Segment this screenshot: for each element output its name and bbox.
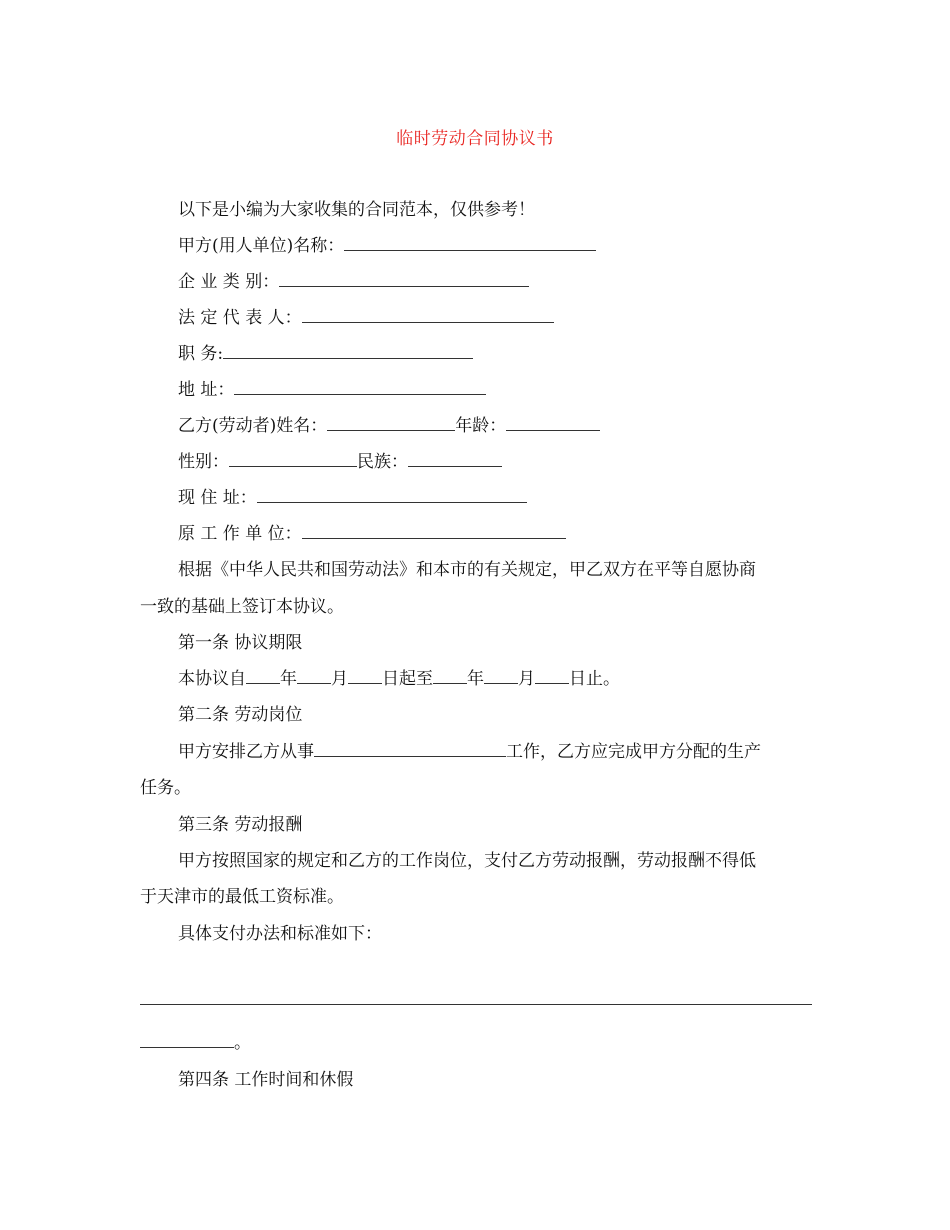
year-label: 年 <box>280 669 297 689</box>
payment-details-blank-line <box>140 1004 812 1005</box>
year-label-2: 年 <box>467 669 484 689</box>
ethnicity-label: 民族： <box>357 452 408 472</box>
position-label: 职 务: <box>178 344 224 364</box>
legal-rep-field <box>178 307 554 329</box>
end-month-blank <box>484 668 518 684</box>
day-from-label: 日起至 <box>382 669 433 689</box>
party-b-name-field <box>178 415 600 437</box>
month-label-2: 月 <box>518 669 535 689</box>
job-suffix: 工作，乙方应完成甲方分配的生产 <box>506 742 761 762</box>
address-blank <box>234 379 486 395</box>
start-year-blank <box>246 668 280 684</box>
party-a-name-blank <box>344 235 596 251</box>
gender-blank <box>229 451 357 467</box>
current-address-blank <box>257 487 527 503</box>
payment-details-end <box>140 1032 251 1054</box>
gender-field <box>178 451 502 473</box>
former-employer-blank <box>302 523 566 539</box>
current-address-label: 现 住 址： <box>178 488 257 508</box>
position-blank <box>223 343 473 359</box>
party-b-name-blank <box>327 415 455 431</box>
article2-body-line2: 任务。 <box>140 778 191 798</box>
job-blank <box>314 741 506 757</box>
gender-label: 性别： <box>178 452 229 472</box>
basis-paragraph-line1: 根据《中华人民共和国劳动法》和本市的有关规定，甲乙双方在平等自愿协商 <box>178 560 756 580</box>
article3-heading: 第三条 劳动报酬 <box>178 815 303 835</box>
article3-body-line1: 甲方按照国家的规定和乙方的工作岗位，支付乙方劳动报酬，劳动报酬不得低 <box>178 851 756 871</box>
article1-term <box>178 668 620 690</box>
address-field <box>178 379 486 401</box>
age-label: 年龄： <box>455 416 507 436</box>
position-field <box>178 343 473 365</box>
former-employer-field <box>178 523 566 545</box>
current-address-field <box>178 487 527 509</box>
start-month-blank <box>297 668 331 684</box>
day-to-label: 日止。 <box>569 669 620 689</box>
document-title: 临时劳动合同协议书 <box>396 129 554 149</box>
party-a-name-label: 甲方(用人单位)名称： <box>178 236 345 256</box>
job-prefix: 甲方安排乙方从事 <box>178 742 314 762</box>
company-type-label: 企 业 类 别： <box>178 272 280 292</box>
period-mark: 。 <box>234 1033 251 1053</box>
article2-heading: 第二条 劳动岗位 <box>178 705 303 725</box>
article1-heading: 第一条 协议期限 <box>178 633 303 653</box>
legal-rep-blank <box>302 307 554 323</box>
article2-body-line1 <box>178 741 761 763</box>
company-type-blank <box>279 271 529 287</box>
end-day-blank <box>535 668 569 684</box>
payment-details-blank-end <box>140 1032 234 1048</box>
former-employer-label: 原 工 作 单 位： <box>178 524 302 544</box>
ethnicity-blank <box>408 451 502 467</box>
party-b-name-label: 乙方(劳动者)姓名： <box>178 416 328 436</box>
address-label: 地 址： <box>178 380 235 400</box>
end-year-blank <box>433 668 467 684</box>
legal-rep-label: 法 定 代 表 人： <box>178 308 302 328</box>
age-blank <box>506 415 600 431</box>
basis-paragraph-line2: 一致的基础上签订本协议。 <box>140 597 344 617</box>
party-a-name-field <box>178 235 596 257</box>
company-type-field <box>178 271 529 293</box>
term-prefix: 本协议自 <box>178 669 246 689</box>
start-day-blank <box>348 668 382 684</box>
article3-body-line2: 于天津市的最低工资标准。 <box>140 887 344 907</box>
payment-method-text: 具体支付办法和标准如下： <box>178 924 382 944</box>
month-label: 月 <box>331 669 348 689</box>
intro-text: 以下是小编为大家收集的合同范本，仅供参考！ <box>178 200 535 220</box>
article4-heading: 第四条 工作时间和休假 <box>178 1070 354 1090</box>
